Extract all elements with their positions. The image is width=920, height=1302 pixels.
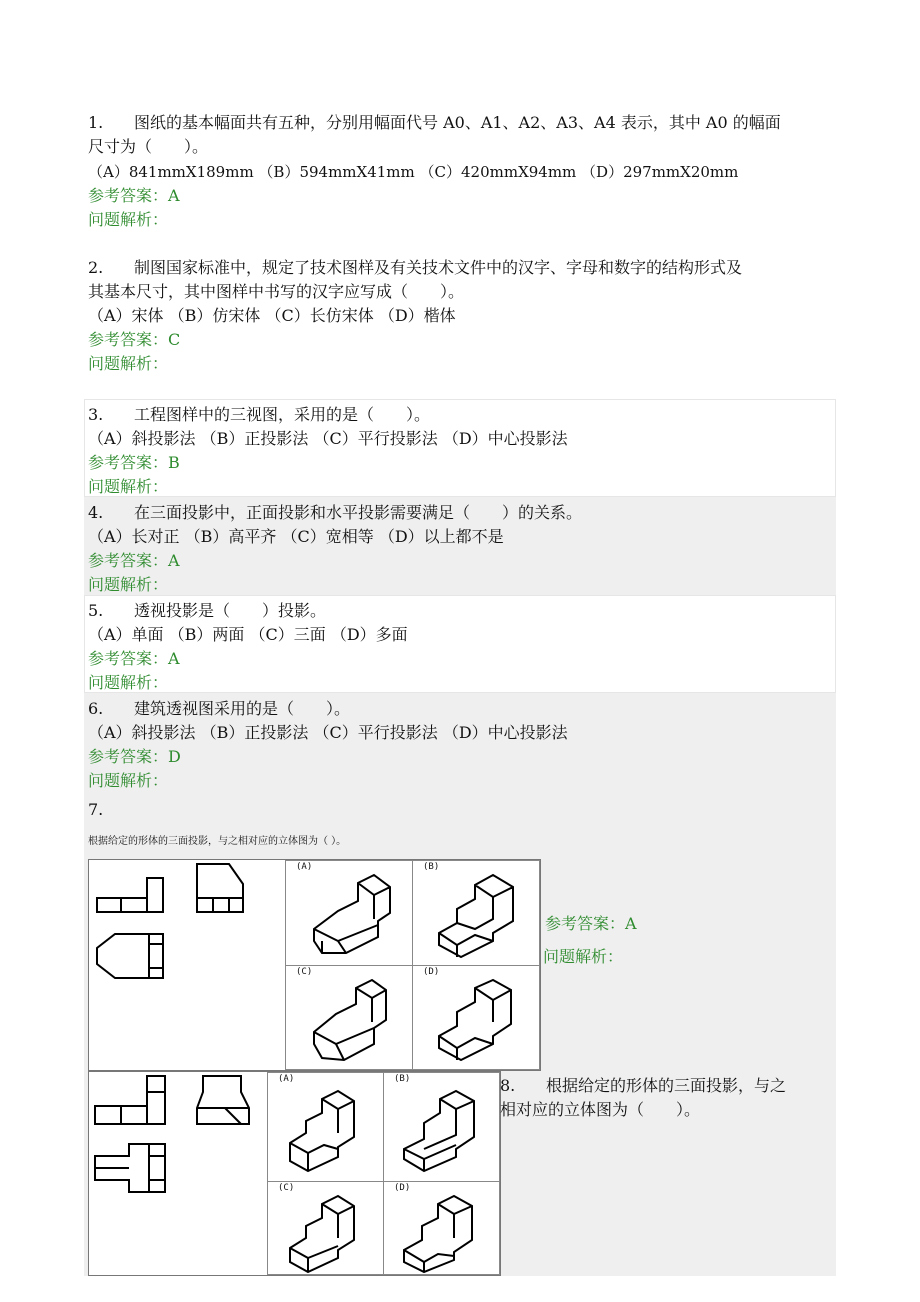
three-view-projection-7 xyxy=(89,860,285,1070)
question-6-line1: 6. 建筑透视图采用的是（ ）。 xyxy=(88,699,351,718)
isometric-solid-c-icon xyxy=(286,966,412,1070)
question-3-answer: 参考答案：B xyxy=(88,453,180,472)
figure-8-label-a: (A) xyxy=(278,1074,295,1084)
question-1-options: （A）841mmX189mm （B）594mmX41mm （C）420mmX94mm （D）297mmX20mm xyxy=(88,163,739,181)
three-view-projection-8 xyxy=(89,1072,267,1275)
question-5-options: （A）单面 （B）两面 （C）三面 （D）多面 xyxy=(88,625,408,644)
question-1-answer: 参考答案：A xyxy=(88,186,180,205)
question-5-analysis: 问题解析： xyxy=(88,673,169,692)
figure-7-label-b: (B) xyxy=(423,862,440,872)
figure-7-label-d: (D) xyxy=(423,967,440,977)
figure-8-option-b xyxy=(383,1072,500,1182)
question-1-line1: 1. 图纸的基本幅面共有五种，分别用幅面代号 A0、A1、A2、A3、A4 表示，其中 A0 的幅面 xyxy=(88,113,781,132)
figure-8-option-c xyxy=(267,1181,384,1275)
question-2-options: （A）宋体 （B）仿宋体 （C）长仿宋体 （D）楷体 xyxy=(88,306,456,325)
question-3-options: （A）斜投影法 （B）正投影法 （C）平行投影法 （D）中心投影法 xyxy=(88,429,568,448)
question-2-analysis: 问题解析： xyxy=(88,354,169,373)
question-8-line1: 8. 根据给定的形体的三面投影，与之 xyxy=(500,1076,787,1095)
figure-7-option-d xyxy=(412,965,540,1070)
question-3-analysis: 问题解析： xyxy=(88,477,169,496)
question-7-answer: 参考答案：A xyxy=(545,914,637,933)
question-6-analysis: 问题解析： xyxy=(88,771,169,790)
isometric-solid-d-icon xyxy=(413,966,539,1070)
figure-7-label-a: (A) xyxy=(296,862,313,872)
question-4-line1: 4. 在三面投影中，正面投影和水平投影需要满足（ ）的关系。 xyxy=(88,503,583,522)
question-7-figure xyxy=(88,859,541,1071)
question-7-analysis: 问题解析： xyxy=(543,947,624,966)
question-2-line1: 2. 制图国家标准中，规定了技术图样及有关技术文件中的汉字、字母和数字的结构形式及 xyxy=(88,258,743,277)
figure-7-option-a xyxy=(285,860,413,966)
isometric-solid-8d-icon xyxy=(384,1182,499,1274)
figure-8-option-a xyxy=(267,1072,384,1182)
question-4-answer: 参考答案：A xyxy=(88,551,180,570)
question-7-number: 7. xyxy=(88,800,104,819)
question-7-caption: 根据给定的形体的三面投影，与之相对应的立体图为（ ）。 xyxy=(88,836,347,847)
figure-8-label-b: (B) xyxy=(394,1074,411,1084)
question-5-line1: 5. 透视投影是（ ）投影。 xyxy=(88,601,327,620)
question-2-answer: 参考答案：C xyxy=(88,330,181,349)
figure-7-label-c: (C) xyxy=(296,967,313,977)
figure-7-option-c xyxy=(285,965,413,1070)
isometric-solid-8a-icon xyxy=(268,1073,383,1181)
question-5-answer: 参考答案：A xyxy=(88,649,180,668)
question-8-line2: 相对应的立体图为（ ）。 xyxy=(500,1100,701,1119)
question-1-analysis: 问题解析： xyxy=(88,210,169,229)
question-4-analysis: 问题解析： xyxy=(88,575,169,594)
figure-8-label-c: (C) xyxy=(278,1183,295,1193)
figure-7-option-b xyxy=(412,860,540,966)
question-1-line2: 尺寸为（ ）。 xyxy=(88,137,209,156)
figure-8-label-d: (D) xyxy=(394,1183,411,1193)
isometric-solid-8c-icon xyxy=(268,1182,383,1274)
question-3-line1: 3. 工程图样中的三视图，采用的是（ ）。 xyxy=(88,405,431,424)
question-4-options: （A）长对正 （B）高平齐 （C）宽相等 （D）以上都不是 xyxy=(88,527,504,546)
isometric-solid-b-icon xyxy=(413,861,539,965)
isometric-solid-8b-icon xyxy=(384,1073,499,1181)
question-2-line2: 其基本尺寸，其中图样中书写的汉字应写成（ ）。 xyxy=(88,282,465,301)
question-6-options: （A）斜投影法 （B）正投影法 （C）平行投影法 （D）中心投影法 xyxy=(88,723,568,742)
question-6-answer: 参考答案：D xyxy=(88,747,181,766)
isometric-solid-a-icon xyxy=(286,861,412,965)
figure-8-option-d xyxy=(383,1181,500,1275)
question-8-figure xyxy=(88,1071,501,1276)
